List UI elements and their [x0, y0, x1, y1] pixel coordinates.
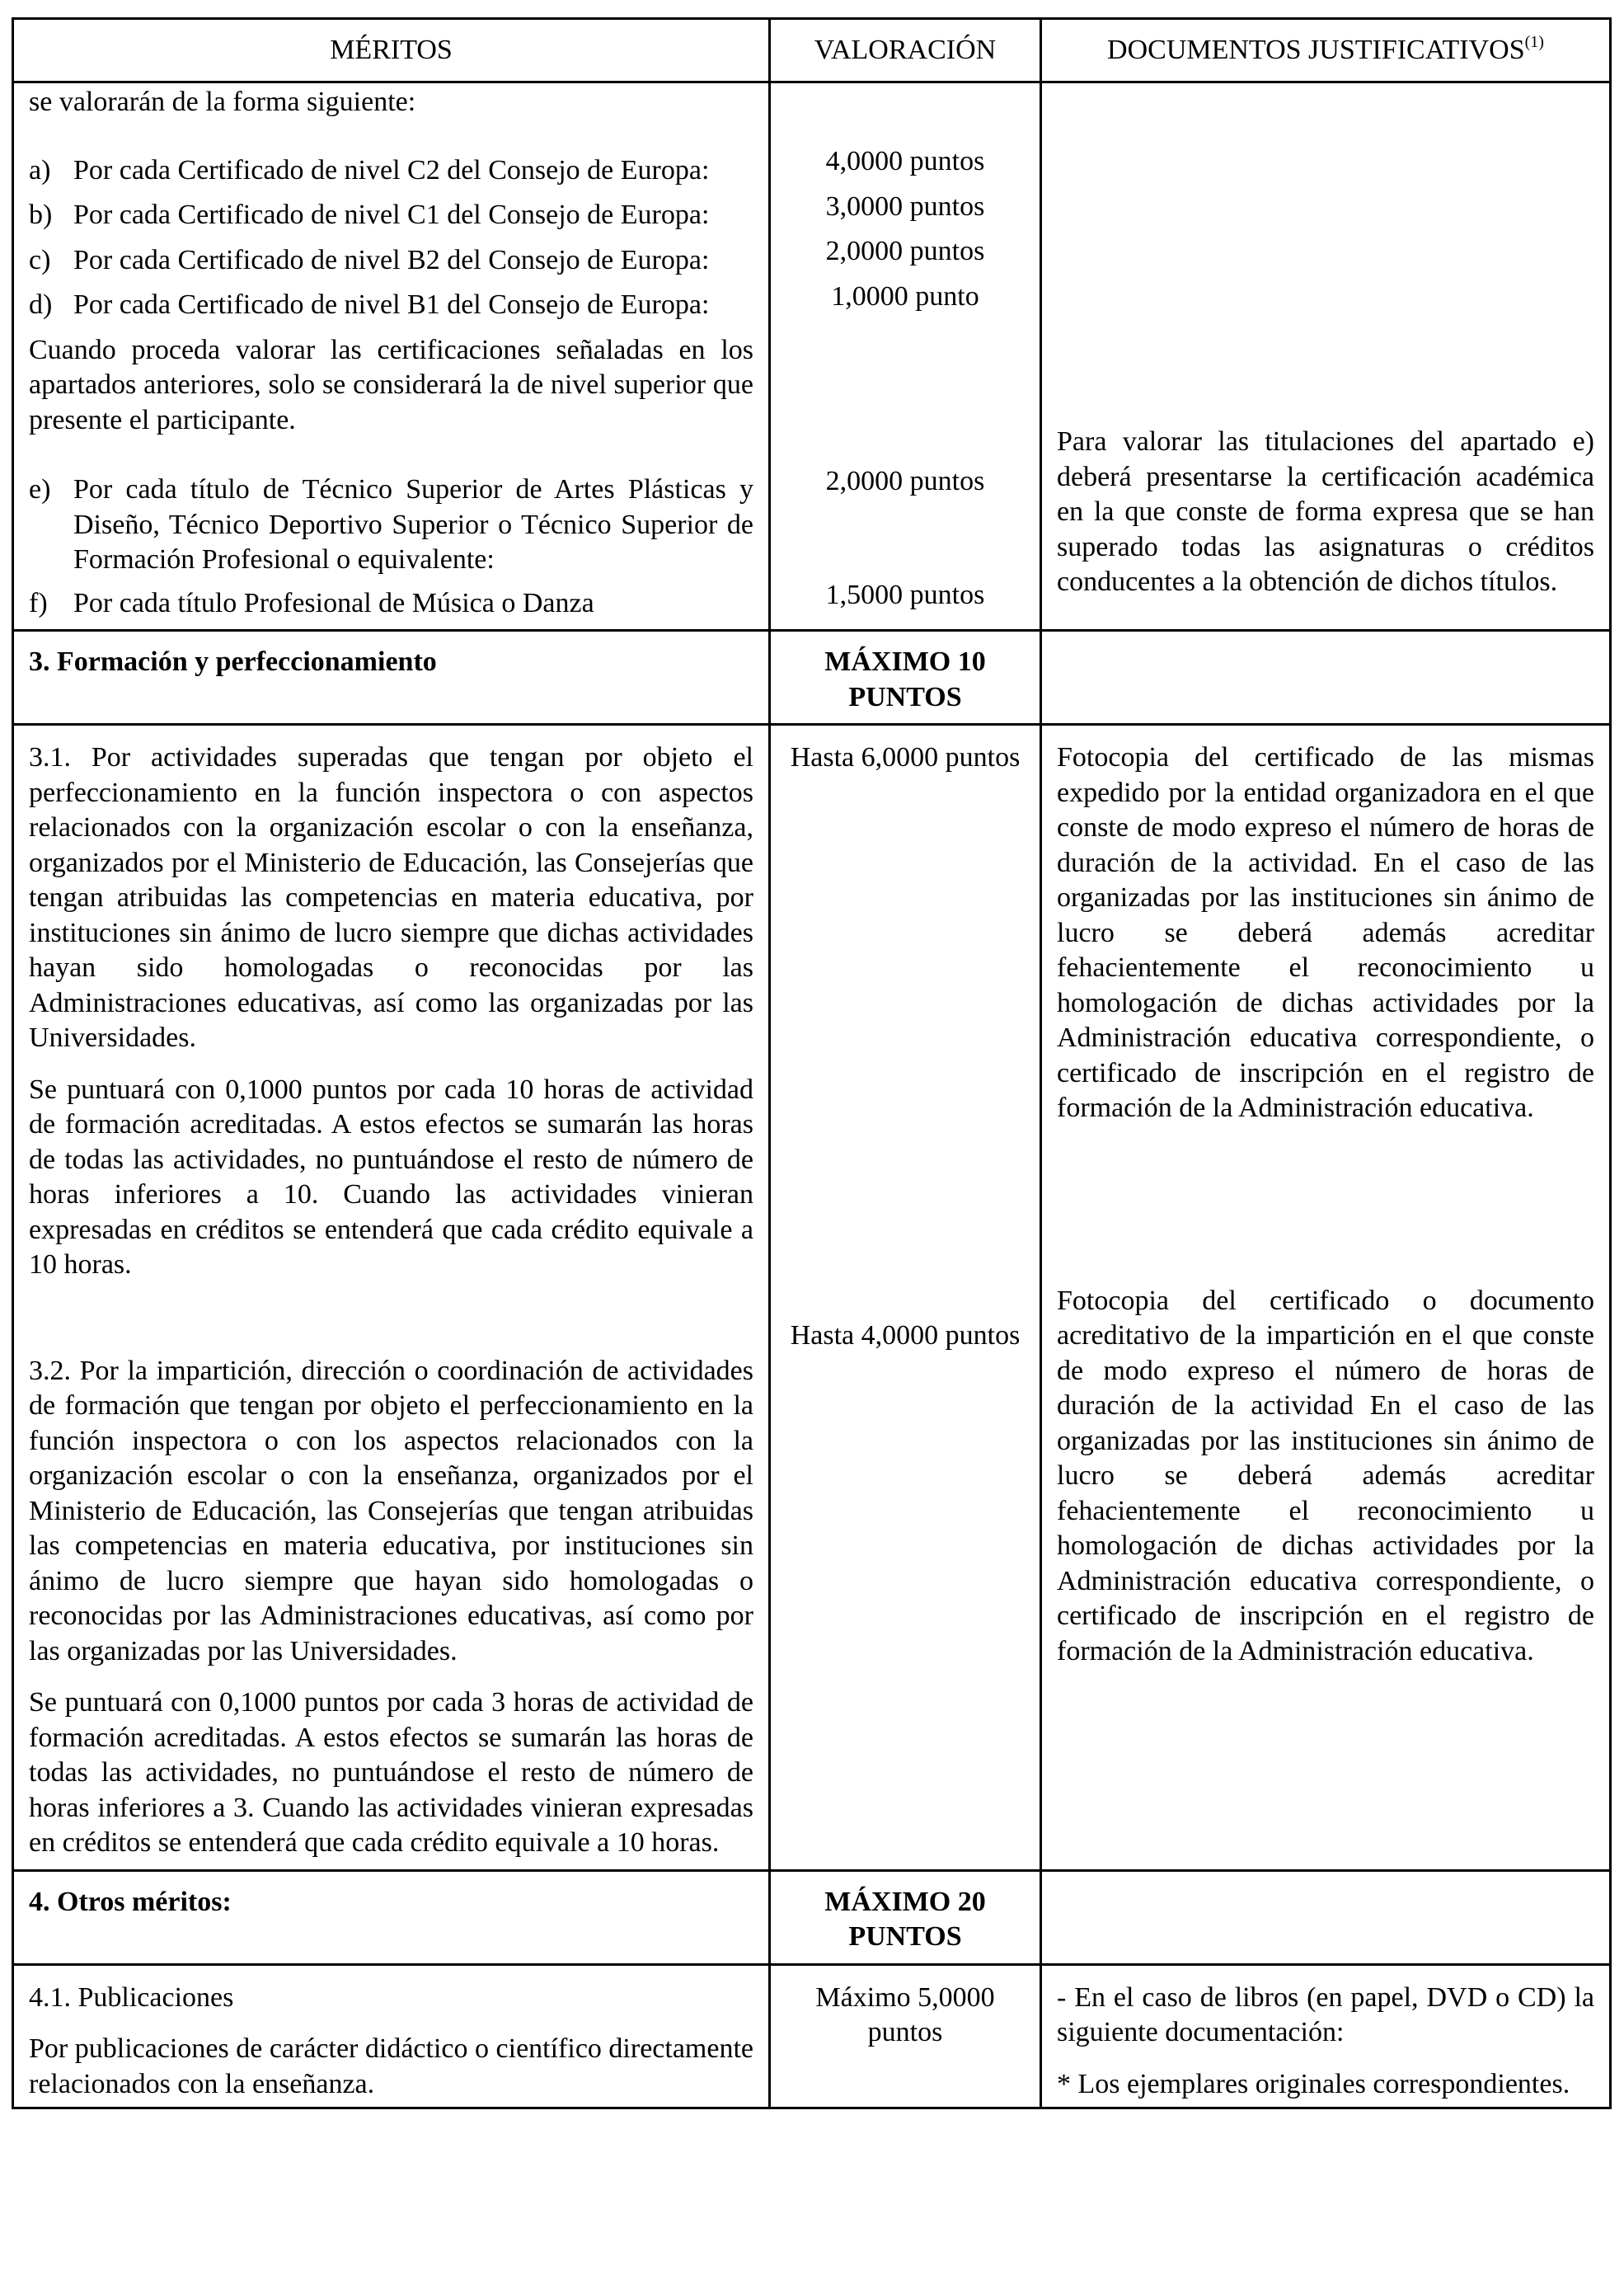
- header-documentos: [1041, 19, 1611, 82]
- row-section3-header: [13, 631, 1611, 725]
- section3-max: MÁXIMO 10 PUNTOS: [770, 631, 1041, 725]
- s41-points: Máximo 5,0000 puntos: [815, 1981, 995, 2047]
- header-meritos: MÉRITOS: [13, 19, 770, 82]
- header-valoracion: VALORACIÓN: [770, 19, 1041, 82]
- list-item-a: [29, 153, 753, 189]
- cell-s3-meritos: [13, 725, 770, 1871]
- item-d-text: Por cada Certificado de nivel B1 del Consejo de Europa:: [73, 289, 710, 320]
- list-item-b: [29, 198, 753, 233]
- list-item-d: [29, 288, 753, 323]
- languages-doc: Para valorar las titulaciones del apartado e) deberá presentarse la certificación académica en la que conste de forma expresa que se han superado todas las asignaturas o créditos conducentes a la obtención de dichos títulos.: [1057, 426, 1594, 597]
- section4-title: 4. Otros méritos:: [13, 1870, 770, 1964]
- s32-doc: Fotocopia del certificado o documento acreditativo de la impartición en el que conste de modo expreso el número de horas de duración de la actividad En el caso de las organizadas por las instituciones sin ánimo de lucro se deberá además acreditar fehacientemente el reconocimiento u homologación de dichas actividades por la Administración educativa correspondiente, o certificado de inscripción en el registro de formación de la Administración educativa.: [1057, 1285, 1594, 1666]
- s31-doc: Fotocopia del certificado de las mismas expedido por la entidad organizadora en el que conste de modo expreso el número de horas de duración de la actividad. En el caso de las organizadas por las instituciones sin ánimo de lucro se deberá además acreditar fehacientemente el reconocimiento u homologación de dichas actividades por la Administración educativa correspondiente, o certificado de inscripción en el registro de formación de la Administración educativa.: [1057, 742, 1594, 1123]
- cell-s3-valoracion: [770, 725, 1041, 1871]
- item-b-text: Por cada Certificado de nivel C1 del Consejo de Europa:: [73, 200, 710, 230]
- item-f-text: Por cada título Profesional de Música o Danza: [73, 587, 594, 618]
- cell-languages-valoracion: [770, 82, 1041, 631]
- section3-title: 3. Formación y perfeccionamiento: [13, 631, 770, 725]
- header-row: [13, 19, 1611, 82]
- cell-s41-valoracion: [770, 1964, 1041, 2108]
- s31-text: 3.1. Por actividades superadas que tengan por objeto el perfeccionamiento en la función inspectora o con aspectos relacionados con la organización escolar o con la enseñanza, organizados por el Ministerio de Educación, las Consejerías que tengan atribuidas las competencias en materia educativa, por instituciones sin ánimo de lucro siempre que dichas actividades hayan sido homologadas o reconocidas por las Administraciones educativas, así como las organizadas por las Universidades.: [29, 742, 753, 1053]
- item-c-label: c): [29, 244, 51, 275]
- item-f-label: f): [29, 587, 48, 618]
- item-b-label: b): [29, 200, 53, 230]
- item-a-text: Por cada Certificado de nivel C2 del Consejo de Europa:: [73, 154, 710, 186]
- s41-title: 4.1. Publicaciones: [29, 1981, 234, 2013]
- list-item-c: [29, 243, 753, 279]
- header-documentos-label: DOCUMENTOS JUSTIFICATIVOS: [1107, 35, 1525, 65]
- cell-languages-documentos: [1041, 82, 1611, 631]
- header-footnote-mark: (1): [1524, 33, 1544, 51]
- row-section3-items: [13, 725, 1611, 1871]
- list-item-e: [29, 472, 753, 578]
- points-d: 1,0000 punto: [831, 280, 979, 312]
- row-section4-header: [13, 1870, 1611, 1964]
- list-item-f: [29, 586, 753, 622]
- points-b: 3,0000 puntos: [825, 190, 985, 222]
- s32-detail: Se puntuará con 0,1000 puntos por cada 3 horas de actividad de formación acreditadas. A estos efectos se sumarán las horas de todas las actividades, no puntuándose el resto de número de horas inferiores a 3. Cuando las actividades vinieran expresadas en créditos se entenderá que cada crédito equivale a 10 horas.: [29, 1687, 753, 1858]
- cell-s41-documentos: [1041, 1964, 1611, 2108]
- row-s41: [13, 1964, 1611, 2108]
- s31-points: Hasta 6,0000 puntos: [790, 742, 1021, 773]
- s31-detail: Se puntuará con 0,1000 puntos por cada 10 horas de actividad de formación acreditadas. A estos efectos se sumarán las horas de todas las actividades, no puntuándose el resto de número de horas inferiores a 10. Cuando las actividades vinieran expresadas en créditos se entenderá que cada crédito equivale a 10 horas.: [29, 1074, 753, 1280]
- item-a-label: a): [29, 154, 51, 186]
- section4-max: MÁXIMO 20 PUNTOS: [770, 1870, 1041, 1964]
- cell-s41-meritos: [13, 1964, 770, 2108]
- row-languages: [13, 82, 1611, 631]
- points-e: 2,0000 puntos: [825, 466, 985, 496]
- section3-doc-empty: [1041, 631, 1611, 725]
- points-c: 2,0000 puntos: [825, 236, 985, 266]
- s41-doc1: - En el caso de libros (en papel, DVD o CD) la siguiente documentación:: [1057, 1981, 1594, 2047]
- merits-table: [12, 17, 1612, 2109]
- s41-doc2: * Los ejemplares originales correspondientes.: [1057, 2068, 1570, 2099]
- s32-text: 3.2. Por la impartición, dirección o coordinación de actividades de formación que tengan por objeto el perfeccionamiento en la función inspectora o con los aspectos relacionados con la organización escolar o con la enseñanza, organizados por el Ministerio de Educación, las Consejerías que tengan atribuidas las competencias en materia educativa, por instituciones sin ánimo de lucro siempre que hayan sido homologadas o reconocidas por las Administraciones educativas, así como por las organizadas por las Universidades.: [29, 1355, 753, 1666]
- cell-s3-documentos: [1041, 725, 1611, 1871]
- s41-text: Por publicaciones de carácter didáctico o científico directamente relacionados con la enseñanza.: [29, 2033, 753, 2099]
- item-e-text: Por cada título de Técnico Superior de Artes Plásticas y Diseño, Técnico Deportivo Superior o Técnico Superior de Formación Profesional o equivalente:: [73, 474, 753, 575]
- languages-intro: se valorarán de la forma siguiente:: [29, 87, 416, 117]
- s32-points: Hasta 4,0000 puntos: [790, 1319, 1021, 1351]
- points-a: 4,0000 puntos: [825, 146, 985, 176]
- languages-note: Cuando proceda valorar las certificaciones señaladas en los apartados anteriores, solo se considerará la de nivel superior que presente el participante.: [29, 334, 753, 435]
- points-f: 1,5000 puntos: [825, 579, 985, 610]
- section4-doc-empty: [1041, 1870, 1611, 1964]
- cell-languages-meritos: [13, 82, 770, 631]
- item-c-text: Por cada Certificado de nivel B2 del Consejo de Europa:: [73, 244, 710, 275]
- item-e-label: e): [29, 474, 51, 505]
- item-d-label: d): [29, 289, 53, 320]
